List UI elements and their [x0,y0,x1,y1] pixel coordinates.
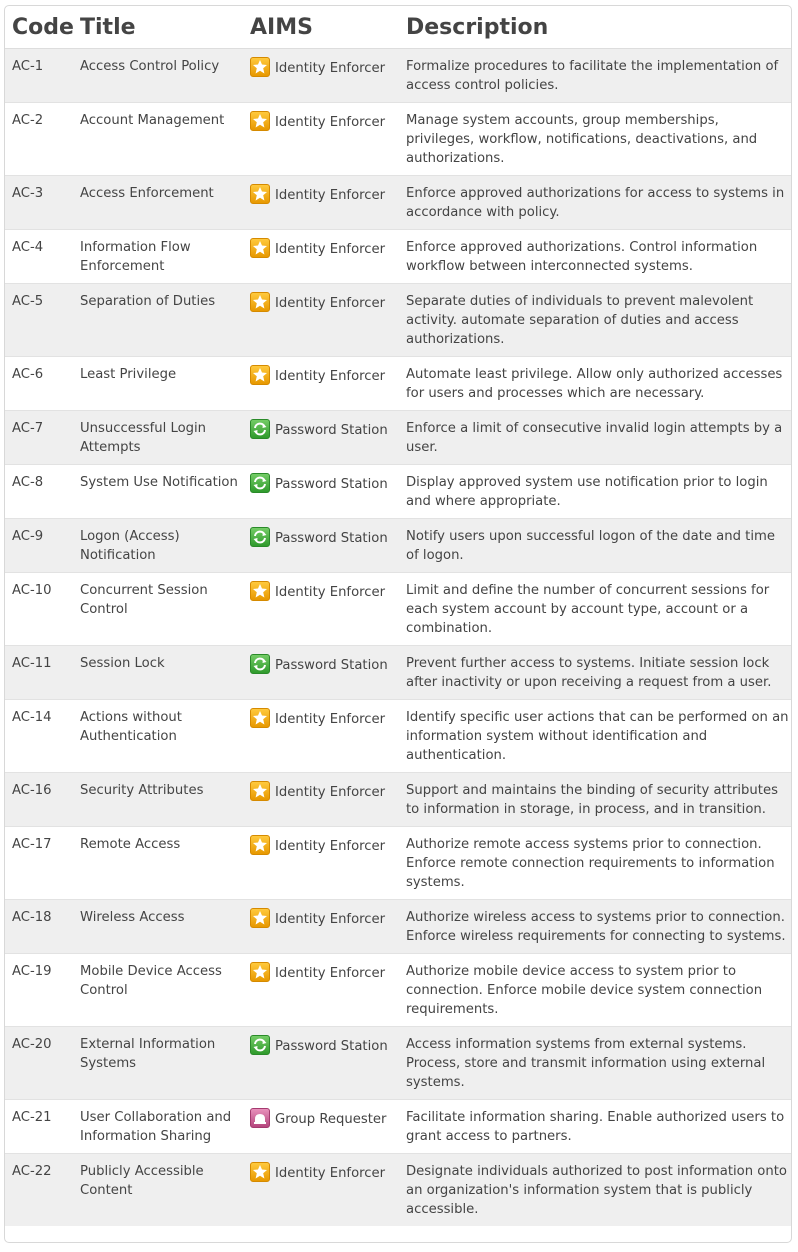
table-row [5,1027,791,1100]
cell-title: External Information Systems [73,1027,243,1100]
refresh-arrows-icon [250,654,270,674]
table-row [5,646,791,700]
aims-label: Password Station [275,658,388,673]
cell-aims [243,1100,399,1154]
cell-aims [243,1154,399,1227]
cell-title: Publicly Accessible Content [73,1154,243,1227]
cell-title: User Collaboration and Information Sharing [73,1100,243,1154]
table-row [5,954,791,1027]
cell-aims [243,954,399,1027]
cell-code: AC-14 [5,700,73,773]
cell-description: Separate duties of individuals to prevent malevolent activity. automate separation of duties and access authorizations. [399,284,791,357]
cell-code: AC-19 [5,954,73,1027]
cell-aims [243,519,399,573]
star-badge-icon [250,184,270,204]
cell-title: Session Lock [73,646,243,700]
star-badge-icon [250,365,270,385]
cell-code: AC-6 [5,357,73,411]
refresh-arrows-icon [250,1035,270,1055]
cell-code: AC-17 [5,827,73,900]
aims-label: Identity Enforcer [275,966,386,981]
refresh-arrows-icon [250,527,270,547]
aims-label: Identity Enforcer [275,585,386,600]
header-title: Title [73,6,243,49]
cell-title: Account Management [73,103,243,176]
table-row [5,49,791,103]
cell-description: Automate least privilege. Allow only authorized accesses for users and processes which are necessary. [399,357,791,411]
cell-code: AC-18 [5,900,73,954]
aims-label: Identity Enforcer [275,1166,386,1181]
cell-description: Authorize mobile device access to system prior to connection. Enforce mobile device system connection requirements. [399,954,791,1027]
aims-label: Password Station [275,1039,388,1054]
aims-label: Password Station [275,531,388,546]
table-row [5,1154,791,1227]
aims-label: Identity Enforcer [275,242,386,257]
cell-description: Prevent further access to systems. Initiate session lock after inactivity or upon receiving a request from a user. [399,646,791,700]
cell-title: Concurrent Session Control [73,573,243,646]
table-row [5,1100,791,1154]
cell-code: AC-16 [5,773,73,827]
table-row [5,103,791,176]
cell-description: Display approved system use notification prior to login and where appropriate. [399,465,791,519]
table-row [5,284,791,357]
aims-label: Identity Enforcer [275,296,386,311]
star-badge-icon [250,238,270,258]
cell-aims [243,103,399,176]
table-row [5,465,791,519]
cell-aims [243,49,399,103]
table-row [5,411,791,465]
cell-aims [243,465,399,519]
cell-code: AC-9 [5,519,73,573]
cell-title: Wireless Access [73,900,243,954]
cell-description: Authorize wireless access to systems prior to connection. Enforce wireless requirements for connecting to systems. [399,900,791,954]
aims-label: Identity Enforcer [275,115,386,130]
cell-code: AC-10 [5,573,73,646]
cell-code: AC-8 [5,465,73,519]
cell-code: AC-1 [5,49,73,103]
aims-label: Password Station [275,477,388,492]
table-row [5,357,791,411]
cell-aims [243,411,399,465]
header-aims: AIMS [243,6,399,49]
aims-label: Identity Enforcer [275,369,386,384]
header-description: Description [399,6,791,49]
star-badge-icon [250,1162,270,1182]
cell-aims [243,176,399,230]
table-row [5,573,791,646]
cell-aims [243,357,399,411]
cell-description: Support and maintains the binding of security attributes to information in storage, in process, and in transition. [399,773,791,827]
star-badge-icon [250,581,270,601]
cell-code: AC-21 [5,1100,73,1154]
cell-description: Authorize remote access systems prior to connection. Enforce remote connection requirements to information systems. [399,827,791,900]
cell-aims [243,1027,399,1100]
aims-label: Identity Enforcer [275,188,386,203]
cell-title: Mobile Device Access Control [73,954,243,1027]
cell-aims [243,284,399,357]
cell-description: Notify users upon successful logon of the date and time of logon. [399,519,791,573]
table-row [5,773,791,827]
cell-aims [243,646,399,700]
cell-aims [243,230,399,284]
star-badge-icon [250,781,270,801]
table-row [5,900,791,954]
table-row [5,176,791,230]
access-control-table [5,6,791,1226]
cell-description: Enforce a limit of consecutive invalid login attempts by a user. [399,411,791,465]
table-row [5,519,791,573]
cell-code: AC-22 [5,1154,73,1227]
cell-description: Formalize procedures to facilitate the implementation of access control policies. [399,49,791,103]
cell-title: Least Privilege [73,357,243,411]
cell-title: Remote Access [73,827,243,900]
star-badge-icon [250,962,270,982]
table-row [5,700,791,773]
cell-code: AC-2 [5,103,73,176]
cell-code: AC-11 [5,646,73,700]
cell-code: AC-20 [5,1027,73,1100]
cell-title: Logon (Access) Notification [73,519,243,573]
cell-title: Security Attributes [73,773,243,827]
cell-code: AC-7 [5,411,73,465]
aims-label: Identity Enforcer [275,61,386,76]
header-row [5,6,791,49]
cell-aims [243,573,399,646]
star-badge-icon [250,908,270,928]
cell-title: Separation of Duties [73,284,243,357]
cell-aims [243,827,399,900]
cell-description: Access information systems from external systems. Process, store and transmit information using external systems. [399,1027,791,1100]
aims-label: Group Requester [275,1112,387,1127]
header-code: Code [5,6,73,49]
star-badge-icon [250,708,270,728]
star-badge-icon [250,57,270,77]
aims-label: Identity Enforcer [275,912,386,927]
star-badge-icon [250,835,270,855]
cell-title: Information Flow Enforcement [73,230,243,284]
cell-title: System Use Notification [73,465,243,519]
cell-aims [243,773,399,827]
refresh-arrows-icon [250,419,270,439]
cell-aims [243,900,399,954]
aims-label: Identity Enforcer [275,712,386,727]
star-badge-icon [250,292,270,312]
bell-icon [250,1108,270,1128]
cell-description: Limit and define the number of concurrent sessions for each system account by account type, account or a combination. [399,573,791,646]
cell-code: AC-3 [5,176,73,230]
cell-title: Actions without Authentication [73,700,243,773]
star-badge-icon [250,111,270,131]
cell-description: Identify specific user actions that can be performed on an information system without identification and authentication. [399,700,791,773]
aims-label: Identity Enforcer [275,839,386,854]
cell-description: Enforce approved authorizations for access to systems in accordance with policy. [399,176,791,230]
cell-title: Access Enforcement [73,176,243,230]
cell-description: Enforce approved authorizations. Control information workflow between interconnected systems. [399,230,791,284]
cell-aims [243,700,399,773]
refresh-arrows-icon [250,473,270,493]
cell-code: AC-5 [5,284,73,357]
cell-description: Manage system accounts, group memberships, privileges, workflow, notifications, deactivations, and authorizations. [399,103,791,176]
cell-code: AC-4 [5,230,73,284]
cell-title: Access Control Policy [73,49,243,103]
aims-label: Password Station [275,423,388,438]
cell-description: Facilitate information sharing. Enable authorized users to grant access to partners. [399,1100,791,1154]
cell-title: Unsuccessful Login Attempts [73,411,243,465]
cell-description: Designate individuals authorized to post information onto an organization's information system that is publicly accessible. [399,1154,791,1227]
aims-label: Identity Enforcer [275,785,386,800]
controls-table-container [4,5,792,1243]
table-row [5,827,791,900]
table-row [5,230,791,284]
